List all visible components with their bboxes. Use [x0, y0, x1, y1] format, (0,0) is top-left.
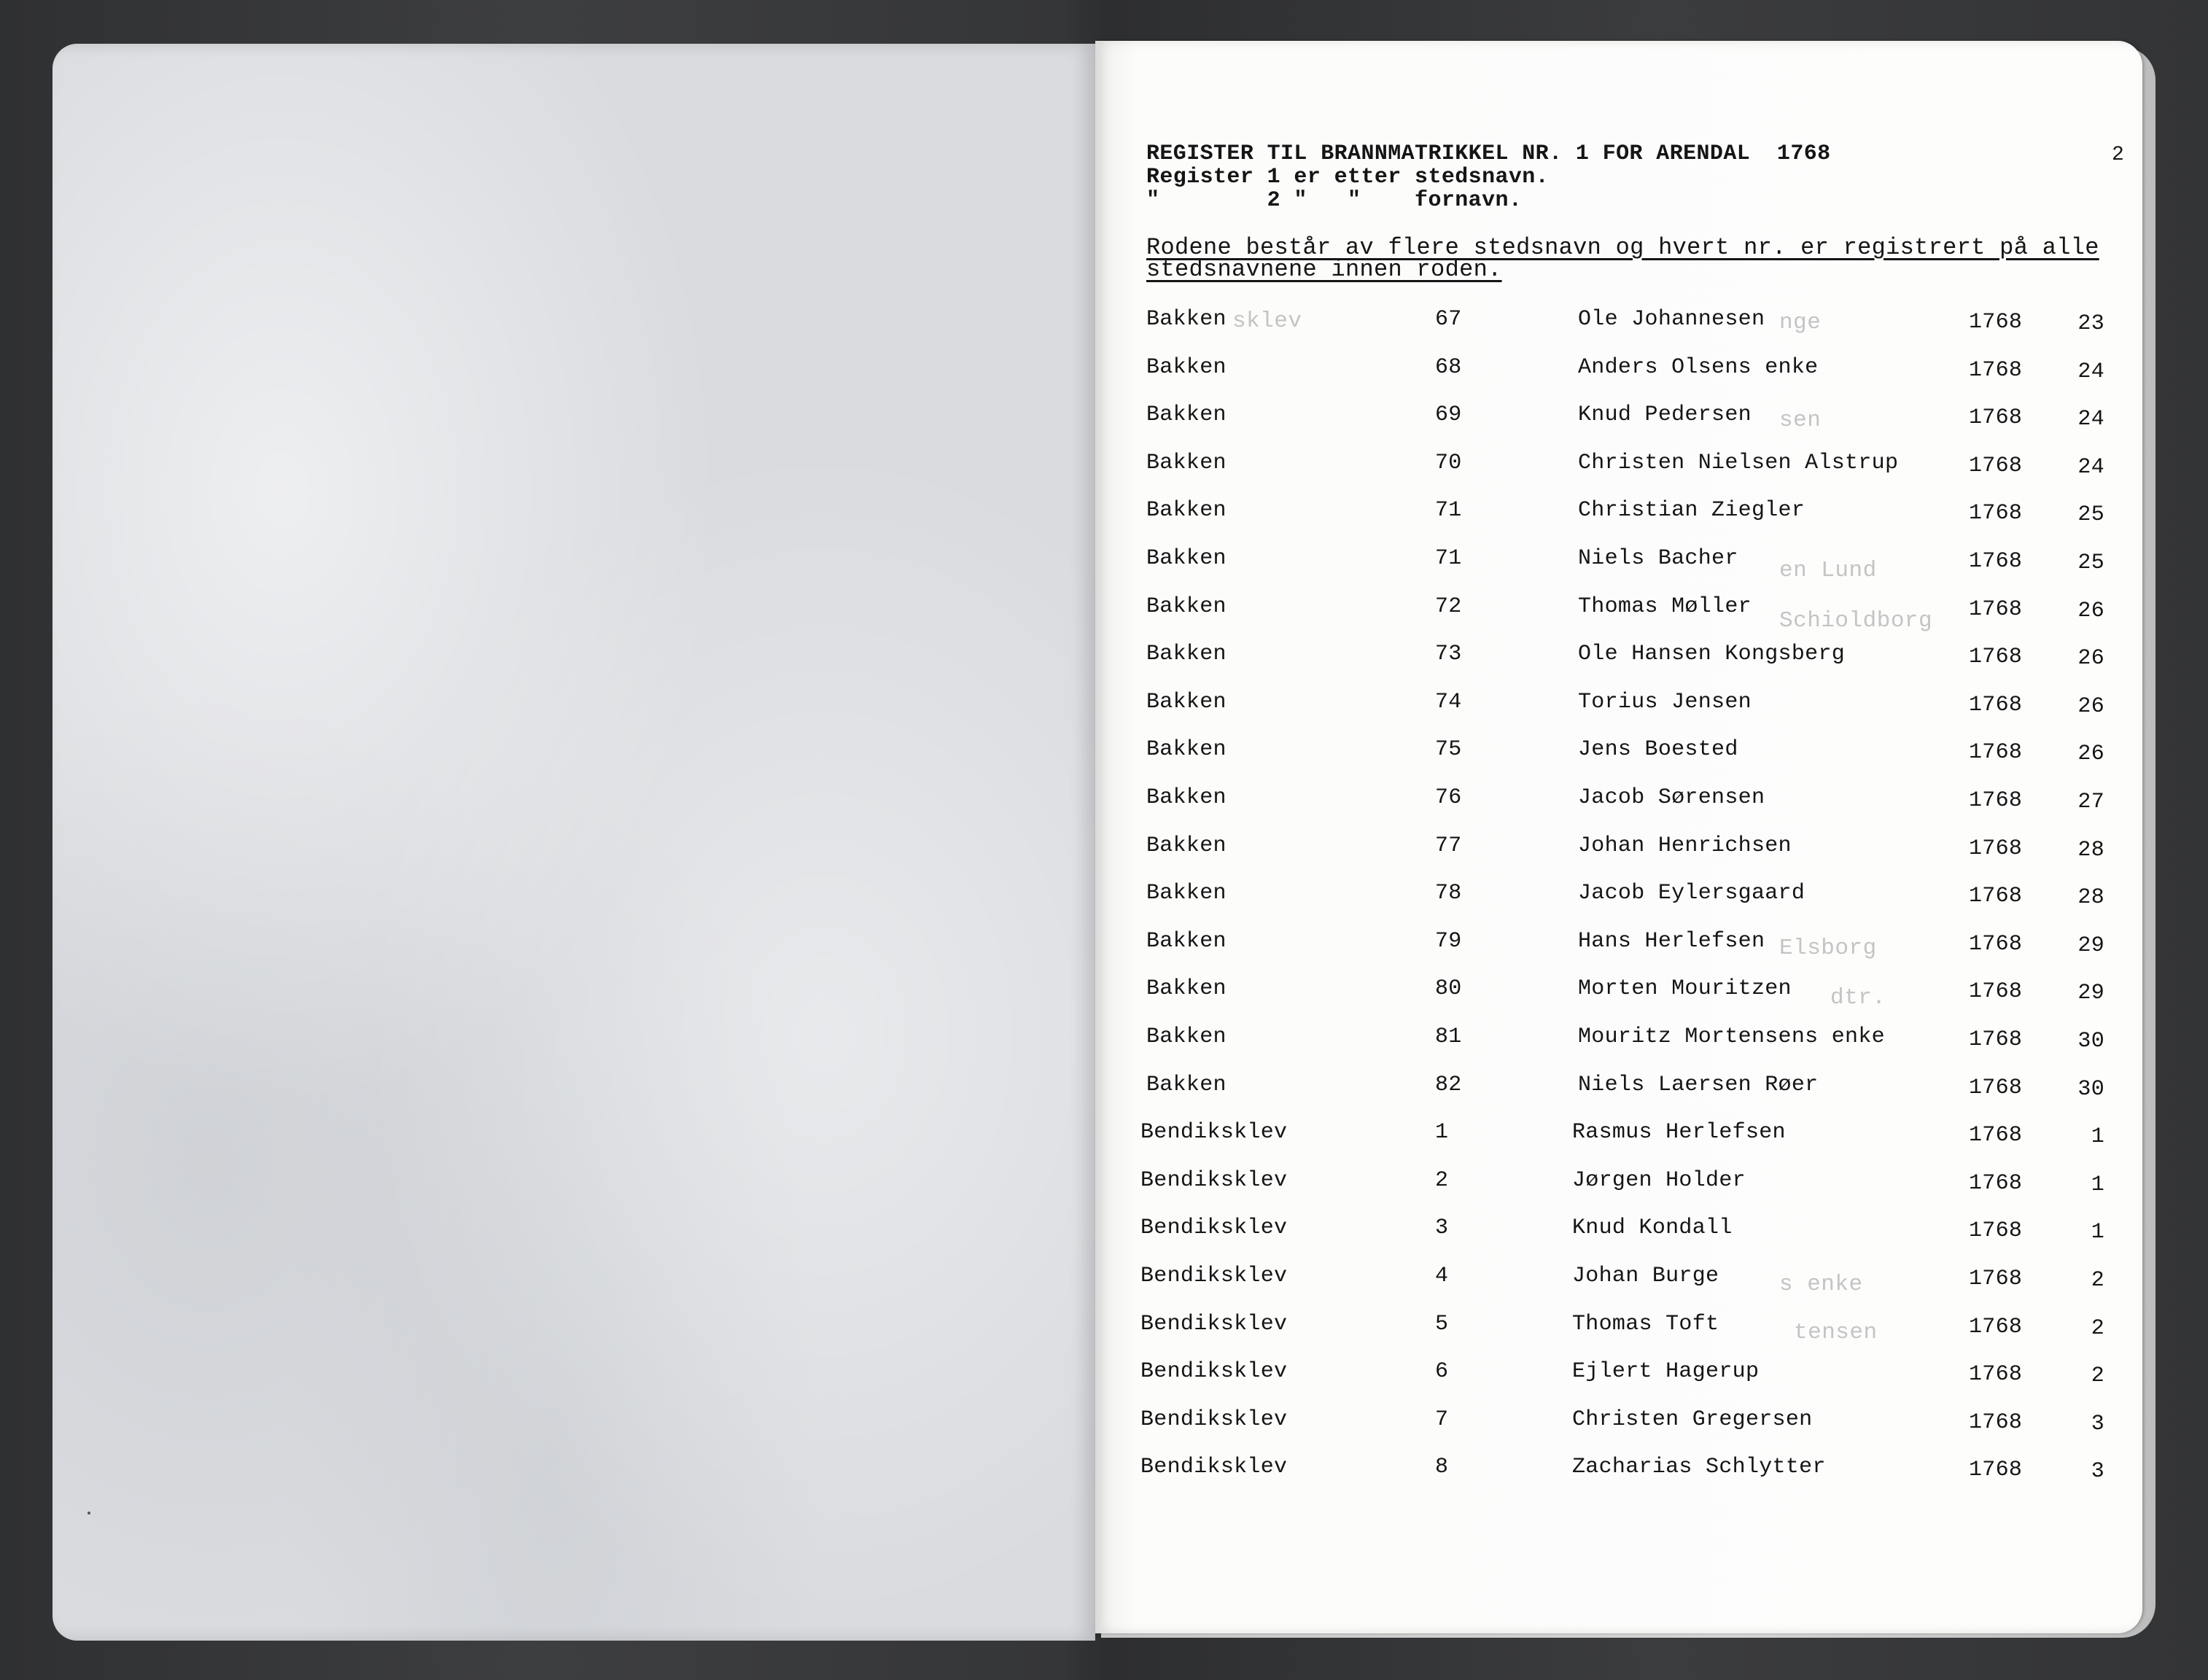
- year-cell: 1768: [1969, 501, 2023, 526]
- place-cell: Bakken: [1146, 546, 1227, 571]
- table-row: [0, 1074, 2208, 1103]
- rode-cell: 26: [2077, 693, 2104, 719]
- page-speck: [88, 1512, 90, 1514]
- bleed-through-text: Elsborg: [1779, 936, 1877, 961]
- year-cell: 1768: [1969, 1267, 2023, 1291]
- bleed-through-text: s enke: [1779, 1272, 1863, 1297]
- name-cell: Jacob Sørensen: [1578, 785, 1765, 810]
- table-row: [0, 787, 2208, 816]
- name-cell: Ole Johannesen: [1578, 307, 1765, 332]
- rode-cell: 30: [2077, 1076, 2104, 1102]
- place-cell: Bendiksklev: [1140, 1120, 1288, 1146]
- table-row: [0, 548, 2208, 577]
- bleed-through-text: sklev: [1232, 308, 1302, 334]
- place-cell: Bakken: [1146, 307, 1227, 332]
- number-cell: 2: [1435, 1167, 1449, 1193]
- rode-cell: 30: [2077, 1029, 2104, 1054]
- rode-cell: 29: [2077, 981, 2104, 1006]
- number-cell: 80: [1435, 976, 1462, 1002]
- place-cell: Bendiksklev: [1140, 1455, 1288, 1480]
- table-row: [0, 404, 2208, 433]
- rode-cell: 1: [2091, 1220, 2104, 1245]
- number-cell: 8: [1435, 1455, 1449, 1480]
- year-cell: 1768: [1969, 596, 2023, 622]
- table-row: [0, 308, 2208, 338]
- table-row: [0, 1456, 2208, 1485]
- register-note-line-1: Rodene består av flere stedsnavn og hvert nr. er registrert på alle: [1146, 234, 2099, 261]
- name-cell: Hans Herlefsen: [1578, 928, 1765, 954]
- number-cell: 71: [1435, 498, 1462, 524]
- table-row: [0, 1361, 2208, 1390]
- place-cell: Bendiksklev: [1140, 1359, 1288, 1385]
- place-cell: Bakken: [1146, 689, 1227, 715]
- place-cell: Bakken: [1146, 450, 1227, 475]
- number-cell: 78: [1435, 881, 1462, 906]
- rode-cell: 2: [2091, 1268, 2104, 1293]
- number-cell: 4: [1435, 1264, 1449, 1288]
- place-cell: Bakken: [1146, 354, 1227, 380]
- table-row: [0, 882, 2208, 911]
- number-cell: 76: [1435, 785, 1462, 810]
- bleed-through-text: tensen: [1794, 1320, 1878, 1345]
- rode-cell: 26: [2077, 742, 2104, 767]
- year-cell: 1768: [1969, 836, 2023, 861]
- place-cell: Bakken: [1146, 1072, 1227, 1097]
- number-cell: 3: [1435, 1216, 1449, 1241]
- name-cell: Jens Boested: [1578, 737, 1738, 763]
- number-cell: 5: [1435, 1311, 1449, 1337]
- document-subtitle: Register 1 er etter stedsnavn.: [1146, 165, 1550, 190]
- number-cell: 71: [1435, 546, 1462, 571]
- table-row: [0, 930, 2208, 960]
- bleed-through-text: nge: [1779, 310, 1822, 335]
- rode-cell: 26: [2077, 598, 2104, 623]
- table-row: [0, 976, 2208, 1011]
- number-cell: 73: [1435, 642, 1462, 667]
- name-cell: Rasmus Herlefsen: [1572, 1120, 1786, 1146]
- place-cell: Bakken: [1146, 498, 1227, 524]
- bleed-through-text: en Lund: [1779, 558, 1877, 583]
- year-cell: 1768: [1969, 549, 2023, 574]
- place-cell: Bakken: [1146, 928, 1227, 954]
- year-cell: 1768: [1969, 310, 2023, 335]
- table-row: [0, 643, 2208, 672]
- table-row: [0, 354, 2208, 386]
- year-cell: 1768: [1969, 1409, 2023, 1435]
- name-cell: Niels Bacher: [1578, 546, 1738, 571]
- table-row: [0, 452, 2208, 481]
- rode-cell: 25: [2077, 551, 2104, 575]
- rode-cell: 24: [2077, 454, 2104, 480]
- rode-cell: 28: [2077, 837, 2104, 863]
- name-cell: Ole Hansen Kongsberg: [1578, 642, 1846, 667]
- name-cell: Johan Burge: [1572, 1264, 1719, 1288]
- table-row: [0, 596, 2208, 625]
- year-cell: 1768: [1969, 788, 2023, 813]
- year-cell: 1768: [1969, 1218, 2023, 1244]
- name-cell: Thomas Møller: [1578, 594, 1752, 619]
- place-cell: Bakken: [1146, 642, 1227, 667]
- rode-cell: 1: [2091, 1124, 2104, 1150]
- document-subtitle-2: " 2 " " fornavn.: [1146, 188, 1523, 213]
- number-cell: 79: [1435, 928, 1462, 954]
- place-cell: Bakken: [1146, 785, 1227, 810]
- rode-cell: 24: [2077, 359, 2104, 384]
- number-cell: 69: [1435, 402, 1462, 428]
- number-cell: 77: [1435, 833, 1462, 858]
- table-row: [0, 499, 2208, 529]
- table-row: [0, 835, 2208, 864]
- number-cell: 75: [1435, 737, 1462, 763]
- rode-cell: 24: [2077, 407, 2104, 432]
- number-cell: 6: [1435, 1359, 1449, 1385]
- year-cell: 1768: [1969, 1170, 2023, 1196]
- year-cell: 1768: [1969, 931, 2023, 957]
- name-cell: Morten Mouritzen: [1578, 976, 1792, 1002]
- table-row: [0, 1121, 2208, 1151]
- number-cell: 7: [1435, 1407, 1449, 1432]
- table-row: [0, 1217, 2208, 1246]
- table-row: [0, 1311, 2208, 1345]
- bleed-through-text: Schioldborg: [1779, 608, 1933, 634]
- number-cell: 82: [1435, 1072, 1462, 1097]
- place-cell: Bakken: [1146, 833, 1227, 858]
- year-cell: 1768: [1969, 1458, 2023, 1483]
- name-cell: Christen Nielsen Alstrup: [1578, 450, 1899, 475]
- place-cell: Bendiksklev: [1140, 1264, 1288, 1288]
- name-cell: Thomas Toft: [1572, 1311, 1719, 1337]
- place-cell: Bakken: [1146, 737, 1227, 763]
- year-cell: 1768: [1969, 405, 2023, 431]
- place-cell: Bakken: [1146, 1024, 1227, 1049]
- rode-cell: 28: [2077, 885, 2104, 911]
- rode-cell: 25: [2077, 502, 2104, 528]
- bleed-through-text: dtr.: [1830, 985, 1886, 1011]
- bleed-through-text: sen: [1779, 408, 1822, 433]
- number-cell: 1: [1435, 1120, 1449, 1146]
- register-note-line-2: stedsnavnene innen roden.: [1146, 256, 1502, 283]
- rode-cell: 3: [2091, 1411, 2104, 1436]
- table-row: [0, 1264, 2208, 1297]
- number-cell: 81: [1435, 1024, 1462, 1049]
- place-cell: Bendiksklev: [1140, 1407, 1288, 1432]
- year-cell: 1768: [1969, 692, 2023, 718]
- name-cell: Jørgen Holder: [1572, 1167, 1746, 1193]
- number-cell: 72: [1435, 594, 1462, 619]
- table-row: [0, 1167, 2208, 1199]
- number-cell: 74: [1435, 689, 1462, 715]
- year-cell: 1768: [1969, 1314, 2023, 1339]
- rode-cell: 2: [2091, 1315, 2104, 1341]
- rode-cell: 26: [2077, 646, 2104, 672]
- name-cell: Johan Henrichsen: [1578, 833, 1792, 858]
- name-cell: Christian Ziegler: [1578, 498, 1805, 524]
- number-cell: 67: [1435, 307, 1462, 332]
- rode-cell: 23: [2077, 311, 2104, 336]
- name-cell: Niels Laersen Røer: [1578, 1072, 1819, 1097]
- year-cell: 1768: [1969, 645, 2023, 670]
- name-cell: Torius Jensen: [1578, 689, 1752, 715]
- name-cell: Knud Pedersen: [1578, 402, 1752, 428]
- table-row: [0, 691, 2208, 720]
- document-title: REGISTER TIL BRANNMATRIKKEL NR. 1 FOR ARENDAL 1768: [1146, 141, 1831, 166]
- name-cell: Anders Olsens enke: [1578, 354, 1819, 380]
- year-cell: 1768: [1969, 740, 2023, 766]
- rode-cell: 3: [2091, 1459, 2104, 1485]
- page-number: 2: [2112, 144, 2124, 166]
- rode-cell: 29: [2077, 933, 2104, 958]
- name-cell: Knud Kondall: [1572, 1216, 1733, 1241]
- rode-cell: 2: [2091, 1364, 2104, 1389]
- place-cell: Bakken: [1146, 976, 1227, 1002]
- place-cell: Bendiksklev: [1140, 1216, 1288, 1241]
- number-cell: 68: [1435, 354, 1462, 380]
- name-cell: Jacob Eylersgaard: [1578, 881, 1805, 906]
- year-cell: 1768: [1969, 1075, 2023, 1100]
- year-cell: 1768: [1969, 1123, 2023, 1148]
- number-cell: 70: [1435, 450, 1462, 475]
- name-cell: Mouritz Mortensens enke: [1578, 1024, 1885, 1049]
- place-cell: Bendiksklev: [1140, 1311, 1288, 1337]
- rode-cell: 1: [2091, 1172, 2104, 1197]
- place-cell: Bakken: [1146, 402, 1227, 428]
- name-cell: Ejlert Hagerup: [1572, 1359, 1760, 1385]
- name-cell: Zacharias Schlytter: [1572, 1455, 1826, 1480]
- place-cell: Bendiksklev: [1140, 1167, 1288, 1193]
- year-cell: 1768: [1969, 979, 2023, 1005]
- year-cell: 1768: [1969, 884, 2023, 909]
- year-cell: 1768: [1969, 357, 2023, 383]
- year-cell: 1768: [1969, 453, 2023, 478]
- year-cell: 1768: [1969, 1362, 2023, 1388]
- rode-cell: 27: [2077, 790, 2104, 814]
- year-cell: 1768: [1969, 1027, 2023, 1052]
- table-row: [0, 1026, 2208, 1055]
- table-row: [0, 1409, 2208, 1438]
- name-cell: Christen Gregersen: [1572, 1407, 1813, 1432]
- place-cell: Bakken: [1146, 594, 1227, 619]
- place-cell: Bakken: [1146, 881, 1227, 906]
- table-row: [0, 739, 2208, 768]
